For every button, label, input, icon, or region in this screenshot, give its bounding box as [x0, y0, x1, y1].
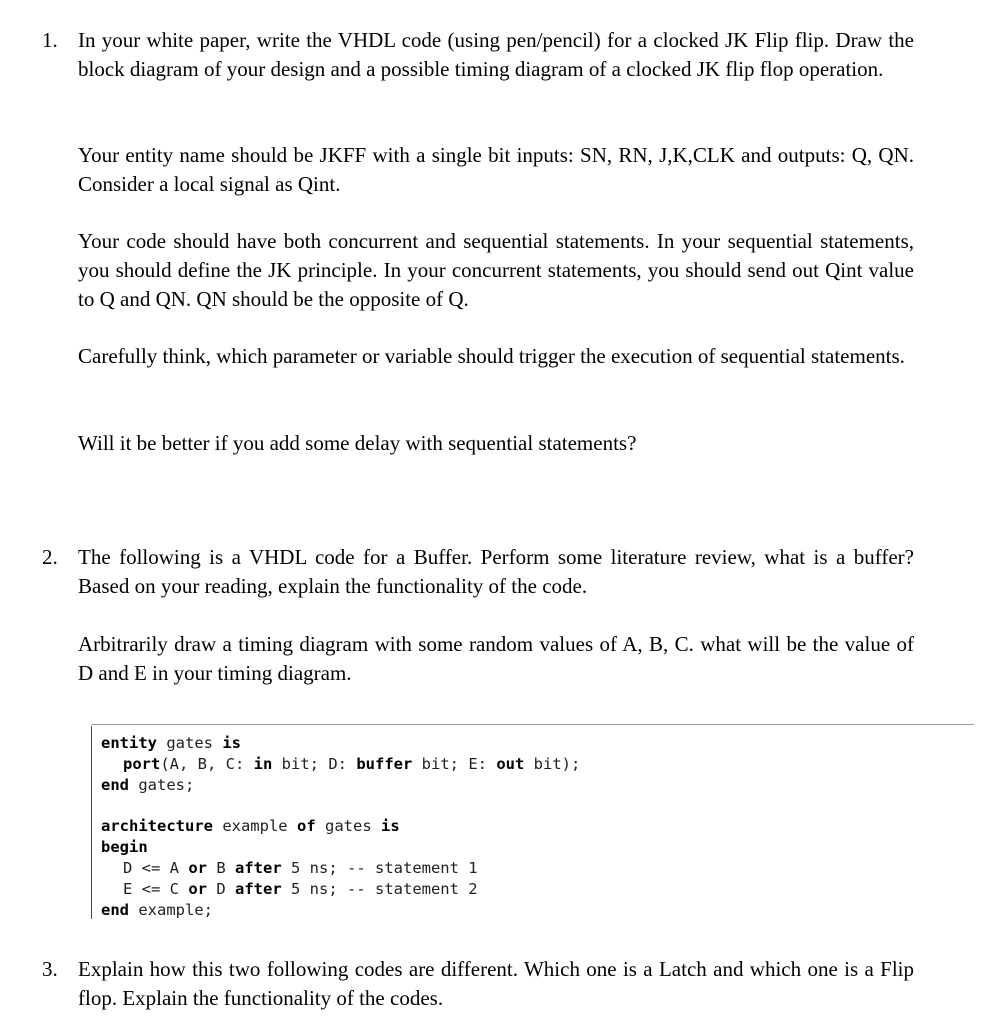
question-2-paragraph-2: Arbitrarily draw a timing diagram with some random values of A, B, C. what will be the value of D and E in your timing diagram.	[78, 632, 914, 685]
code-block-left-bar	[91, 726, 92, 919]
code-line-entity: entity gates is	[101, 734, 241, 752]
code-line-architecture: architecture example of gates is	[101, 817, 400, 835]
question-2-paragraph-1: The following is a VHDL code for a Buffer. Perform some literature review, what is a buffer? Based on your reading, explain the functionality of the code.	[78, 545, 914, 598]
question-1-paragraph-2: Your entity name should be JKFF with a single bit inputs: SN, RN, J,K,CLK and outputs: Q, QN. Consider a local signal as Qint.	[78, 143, 914, 196]
question-1-paragraph-1: In your white paper, write the VHDL code (using pen/pencil) for a clocked JK Flip flip. Draw the block diagram of your design and a possible timing diagram of a clocked JK flip flop operation.	[78, 28, 914, 81]
code-block-top-rule	[91, 724, 974, 725]
question-1-paragraph-3: Your code should have both concurrent and sequential statements. In your sequential statements, you should define the JK principle. In your concurrent statements, you should send out Qint value to Q and QN. QN should be the opposite of Q.	[78, 229, 914, 311]
code-line-end-architecture: end example;	[101, 901, 213, 919]
code-line-end-entity: end gates;	[101, 776, 195, 794]
question-1-paragraph-4: Carefully think, which parameter or variable should trigger the execution of sequential statements.	[78, 344, 905, 368]
code-line-begin: begin	[101, 838, 148, 856]
code-line-statement-2: E <= C or D after 5 ns; -- statement 2	[123, 880, 478, 898]
question-3-number: 3.	[42, 957, 58, 981]
question-1-paragraph-5: Will it be better if you add some delay with sequential statements?	[78, 431, 637, 455]
question-1-number: 1.	[42, 28, 58, 52]
code-line-port: port(A, B, C: in bit; D: buffer bit; E: out bit);	[123, 755, 581, 773]
question-2-number: 2.	[42, 545, 58, 569]
question-3-paragraph-1: Explain how this two following codes are different. Which one is a Latch and which one is a Flip flop. Explain the functionality of the codes.	[78, 957, 914, 1010]
code-line-statement-1: D <= A or B after 5 ns; -- statement 1	[123, 859, 478, 877]
